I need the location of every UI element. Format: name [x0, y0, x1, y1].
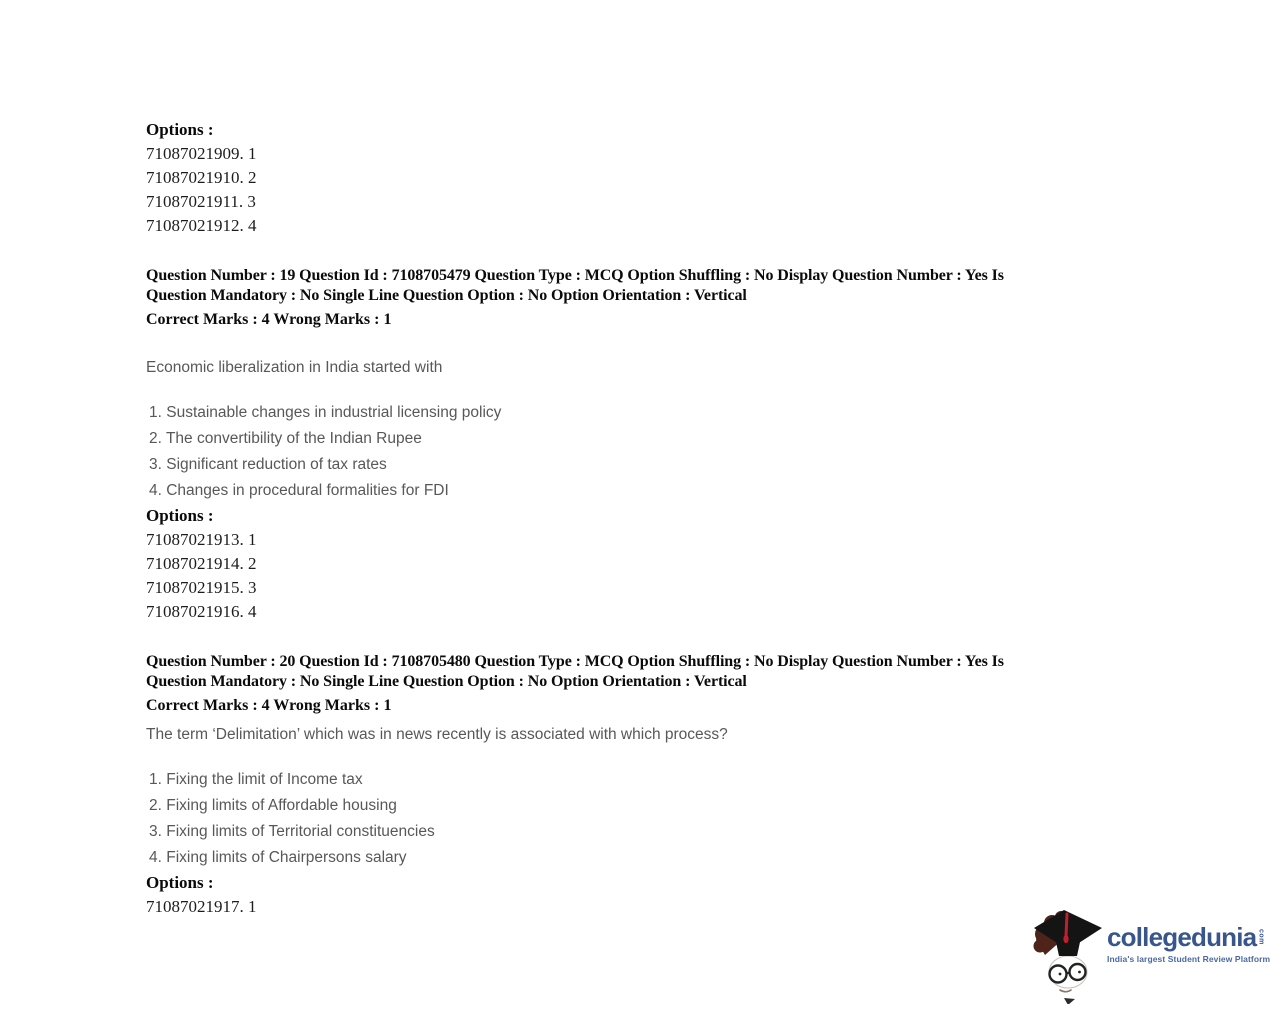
question-19-header — [146, 266, 1146, 306]
choice: 2. The convertibility of the Indian Rupee — [149, 430, 422, 447]
choice: 4. Changes in procedural formalities for FDI — [149, 482, 449, 499]
question-20 — [146, 652, 1146, 919]
choice: 3. Significant reduction of tax rates — [149, 456, 387, 473]
brand-tld: com — [1257, 929, 1265, 945]
question-20-text: The term ‘Delimitation’ which was in news recently is associated with which process? — [146, 726, 728, 743]
question-header-line: Question Mandatory : No Single Line Question Option : No Option Orientation : Vertical — [146, 673, 747, 690]
option-id: 71087021916. 4 — [146, 602, 257, 621]
options-label: Options : — [146, 120, 214, 139]
options-label: Options : — [146, 873, 214, 892]
choice: 2. Fixing limits of Affordable housing — [149, 797, 397, 814]
option-id: 71087021917. 1 — [146, 897, 257, 916]
collegedunia-logo-text — [1107, 924, 1270, 964]
collegedunia-logo — [1030, 908, 1270, 1004]
option-id: 71087021912. 4 — [146, 216, 257, 235]
question-header-line: Question Mandatory : No Single Line Question Option : No Option Orientation : Vertical — [146, 287, 747, 304]
question-20-header — [146, 652, 1146, 692]
option-id: 71087021910. 2 — [146, 168, 257, 187]
brand-tagline: India's largest Student Review Platform — [1107, 954, 1271, 964]
question-20-choices — [146, 767, 1146, 871]
choice: 1. Fixing the limit of Income tax — [149, 771, 363, 788]
choice: 3. Fixing limits of Territorial constituencies — [149, 823, 435, 840]
document-content — [146, 118, 1146, 919]
brand-row — [1107, 924, 1270, 950]
question-header-line: Question Number : 19 Question Id : 7108705479 Question Type : MCQ Option Shuffling : No Display Question Number : Yes Is — [146, 267, 1004, 284]
question-19 — [146, 266, 1146, 624]
options-block-top — [146, 118, 1146, 238]
question-19-marks: Correct Marks : 4 Wrong Marks : 1 — [146, 311, 392, 328]
options-label: Options : — [146, 506, 214, 525]
option-id: 71087021909. 1 — [146, 144, 257, 163]
collegedunia-mascot-icon — [1030, 908, 1104, 1004]
question-20-marks: Correct Marks : 4 Wrong Marks : 1 — [146, 697, 392, 714]
option-id: 71087021914. 2 — [146, 554, 257, 573]
brand-name: collegedunia — [1107, 922, 1257, 952]
choice: 1. Sustainable changes in industrial licensing policy — [149, 404, 502, 421]
option-id: 71087021911. 3 — [146, 192, 256, 211]
option-id: 71087021913. 1 — [146, 530, 257, 549]
question-header-line: Question Number : 20 Question Id : 7108705480 Question Type : MCQ Option Shuffling : No Display Question Number : Yes Is — [146, 653, 1004, 670]
choice: 4. Fixing limits of Chairpersons salary — [149, 849, 407, 866]
option-id: 71087021915. 3 — [146, 578, 257, 597]
question-19-text: Economic liberalization in India started with — [146, 359, 443, 376]
question-19-choices — [146, 400, 1146, 504]
